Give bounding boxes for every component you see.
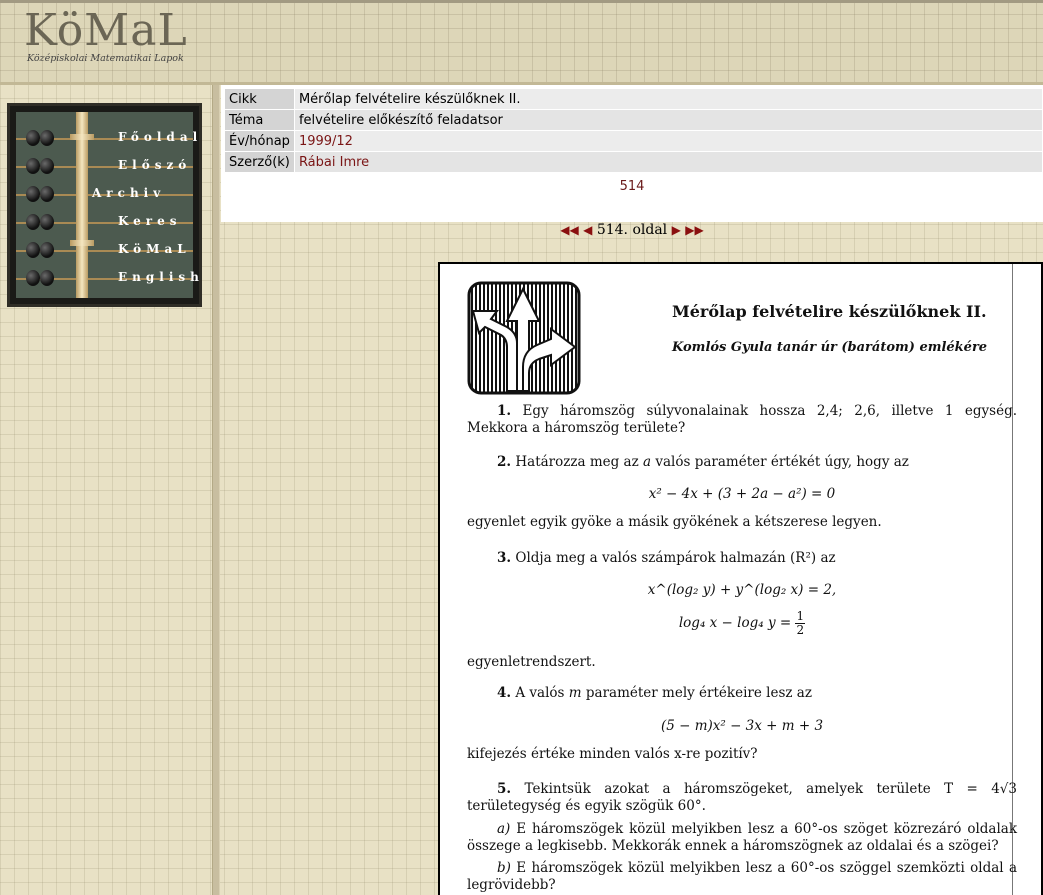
problem-text: E háromszögek közül melyikben lesz a 60°-os szöggel szemközti oldal a legrövidebb?: [467, 860, 1017, 893]
problem-3: [467, 550, 1017, 567]
problem-text: kifejezés értéke minden valós x-re pozitív?: [467, 746, 758, 762]
math-variable: m: [568, 685, 582, 701]
abacus-bead: [40, 270, 54, 286]
abacus-bead: [40, 158, 54, 174]
article-info-table: [224, 88, 1043, 173]
problem-text: paraméter mely értékeire lesz az: [585, 685, 812, 701]
equation-text: x^(log₂ y) + y^(log₂ x) = 2,: [647, 582, 837, 598]
abacus-bead: [26, 270, 40, 286]
header-top-line: [0, 0, 1043, 3]
sidebar-divider: [212, 85, 220, 895]
abacus-bead: [40, 214, 54, 230]
problem-text: valós paraméter értékét úgy, hogy az: [655, 454, 909, 470]
problem-5b: [467, 860, 1017, 894]
info-key: Szerző(k): [225, 152, 295, 173]
problem-text: egyenletrendszert.: [467, 654, 596, 670]
problem-number: 3.: [497, 550, 512, 566]
problem-5: [467, 781, 1017, 815]
nav-link-eloszo[interactable]: Előszó: [118, 158, 192, 172]
problem-text: egyenlet egyik gyöke a másik gyökének a kétszerese legyen.: [467, 514, 882, 530]
page-navigator: [221, 222, 1043, 238]
previous-page-icon[interactable]: ◀: [583, 223, 593, 237]
equation-text: (5 − m)x² − 3x + m + 3: [660, 718, 824, 734]
first-page-icon[interactable]: ◀◀: [560, 223, 579, 237]
info-row-cikk: [225, 89, 1043, 110]
problem-text: Határozza meg az: [515, 454, 639, 470]
abacus-bead: [26, 242, 40, 258]
scanned-page: [438, 262, 1043, 895]
abacus-navigation: [7, 103, 202, 307]
abacus-bead: [40, 186, 54, 202]
equation-text: x² − 4x + (3 + 2a − a²) = 0: [648, 486, 836, 502]
problem-1: [467, 403, 1017, 437]
abacus-bead: [26, 158, 40, 174]
info-key: Téma: [225, 110, 295, 131]
problem-number: 4.: [497, 685, 512, 701]
equation-text: log₄ x − log₄ y =: [678, 615, 792, 631]
problem-text: Tekintsük azokat a háromszögeket, amelyek területe T = 4√3 területegység és egyik szögük 60°.: [467, 781, 1017, 814]
equation: [467, 610, 1017, 637]
info-key: Év/hónap: [225, 131, 295, 152]
problem-5a: [467, 821, 1017, 855]
info-row-ev-honap: [225, 131, 1043, 152]
equation: [467, 718, 1017, 734]
nav-link-komal[interactable]: KöMaL: [118, 242, 191, 256]
info-row-tema: [225, 110, 1043, 131]
subproblem-label: a): [497, 821, 511, 837]
fraction-denominator: 2: [796, 623, 805, 637]
logo-subtitle: Középiskolai Matematikai Lapok: [27, 53, 184, 64]
problem-text: Egy háromszög súlyvonalainak hossza 2,4; 2,6, illetve 1 egység. Mekkora a háromszög területe?: [467, 403, 1018, 436]
problem-text: Oldja meg a valós számpárok halmazán (R²) az: [515, 550, 836, 566]
problem-number: 2.: [497, 454, 512, 470]
abacus-bar-cap: [70, 240, 94, 246]
header: [0, 0, 1043, 85]
abacus-bead: [26, 186, 40, 202]
article-info-panel: [221, 85, 1043, 222]
nav-link-archiv[interactable]: Archiv: [92, 186, 166, 200]
fraction: [795, 610, 805, 637]
fork-arrows-icon: [467, 281, 581, 399]
nav-link-keres[interactable]: Keres: [118, 214, 182, 228]
nav-link-fooldal[interactable]: Főoldal: [118, 130, 203, 144]
problem-text: E háromszögek közül melyikben lesz a 60°-os szöget közrezáró oldalak összege a legkisebb. Mekkorák ennek a háromszögnek az oldalai és a szögei?: [467, 821, 1018, 854]
info-value: Mérőlap felvételire készülőknek II.: [294, 89, 1042, 110]
article-subtitle: Komlós Gyula tanár úr (barátom) emlékére: [672, 340, 988, 355]
equation: [467, 582, 1017, 598]
fraction-numerator: 1: [796, 609, 805, 623]
last-page-icon[interactable]: ▶▶: [685, 223, 704, 237]
article-title: Mérőlap felvételire készülőknek II.: [672, 302, 987, 321]
subproblem-label: b): [497, 860, 511, 876]
info-value-link[interactable]: Rábai Imre: [294, 152, 1042, 173]
problem-text: A valós: [515, 685, 565, 701]
abacus-bar-cap: [70, 134, 94, 140]
nav-link-english[interactable]: English: [118, 270, 204, 284]
next-page-icon[interactable]: ▶: [671, 223, 681, 237]
info-value: felvételire előkészítő feladatsor: [294, 110, 1042, 131]
site-logo[interactable]: [24, 5, 188, 64]
equation: [467, 486, 1017, 502]
abacus-bead: [26, 214, 40, 230]
info-value-link[interactable]: 1999/12: [294, 131, 1042, 152]
info-row-szerzo: [225, 152, 1043, 173]
problem-4: [467, 685, 1017, 702]
page-number: 514: [619, 179, 645, 194]
abacus-bead: [40, 130, 54, 146]
abacus-bead: [40, 242, 54, 258]
page-label: 514. oldal: [596, 222, 668, 238]
problem-number: 5.: [497, 781, 512, 797]
abacus-frame: [16, 112, 204, 298]
math-variable: a: [643, 454, 652, 470]
abacus-bead: [26, 130, 40, 146]
problem-2: [467, 454, 1017, 471]
problem-number: 1.: [497, 403, 512, 419]
logo-title: KöMaL: [24, 5, 188, 56]
info-key: Cikk: [225, 89, 295, 110]
